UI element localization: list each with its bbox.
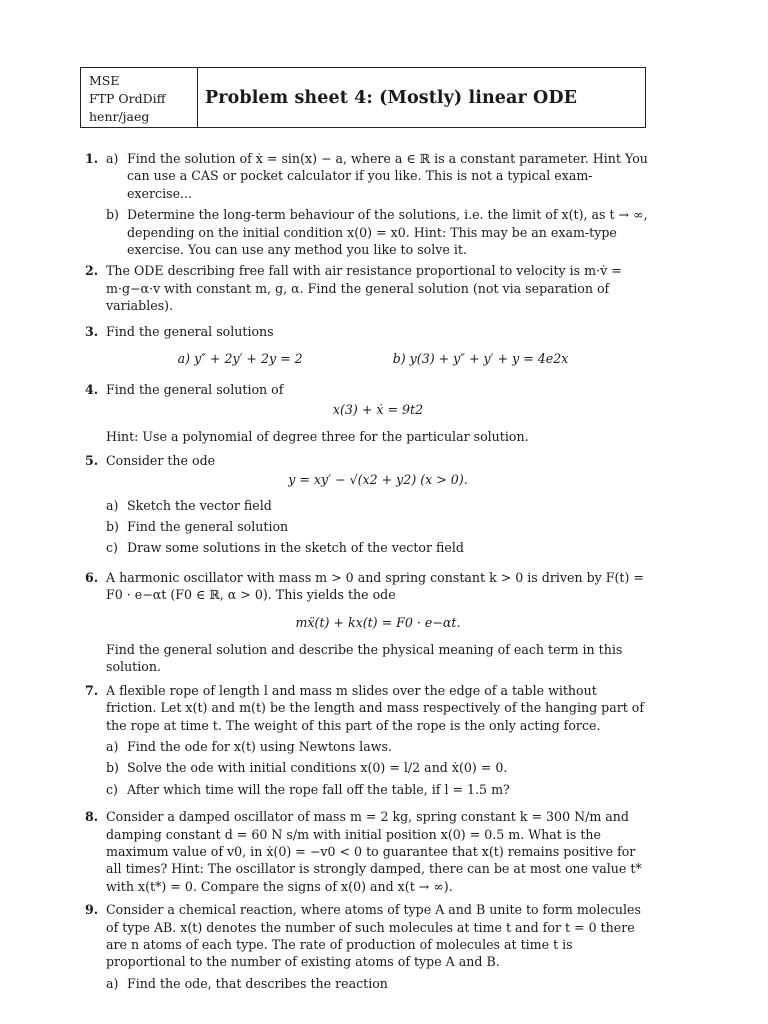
problem-part: c) Draw some solutions in the sketch of the vector field xyxy=(106,540,464,556)
problem-number: 5. xyxy=(85,452,99,468)
hint-text: Hint: Use a polynomial of degree three for the particular solution. xyxy=(106,429,529,445)
problem-part: a) Find the solution of ẋ = sin(x) − a, where a ∈ ℝ is a constant parameter. Hint You can use a CAS or pocket calculator if you like. This is not a typical exam-exercise... xyxy=(106,151,648,201)
problem-part: b) Determine the long-term behaviour of the solutions, i.e. the limit of x(t), as t → ∞, depending on the initial condition x(0) = x0. Hint: This may be an exam-type exercise. You can use any method you like to solve it. xyxy=(106,207,648,258)
course-line: FTP OrdDiff xyxy=(89,91,166,106)
problem-text: A harmonic oscillator with mass m > 0 and spring constant k > 0 is driven by F(t) = F0 · e−αt (F0 ∈ ℝ, α > 0). This yields the ode xyxy=(106,569,644,603)
problem-text: Consider a damped oscillator of mass m = 2 kg, spring constant k = 300 N/m and damping constant d = 60 N s/m with initial position x(0) = 0.5 m. What is the maximum value of v0, in ẋ(0) = −v0 < 0 to guarantee that x(t) remains positive for all times? Hint: The oscillator is strongly damped, there can be at most one value t* with x(t*) = 0. Compare the signs of x(0) and x(t → ∞). xyxy=(106,809,642,894)
problem-number: 9. xyxy=(85,902,99,918)
problem-3 xyxy=(85,323,650,368)
problem-number: 7. xyxy=(85,682,99,698)
equation: y = xy′ − √(x2 + y2) (x > 0). xyxy=(288,472,468,488)
header-box xyxy=(80,67,646,128)
equation: x(3) + ẋ = 9t2 xyxy=(332,401,424,417)
problem-part: a) Sketch the vector field xyxy=(106,497,272,513)
problem-text: Consider the ode xyxy=(106,452,216,468)
problem-number: 4. xyxy=(85,382,99,398)
equation: b) y(3) + y″ + y′ + y = 4e2x xyxy=(392,351,569,367)
problem-7 xyxy=(85,682,650,798)
problem-number: 6. xyxy=(85,569,99,585)
equation: mẍ(t) + kx(t) = F0 · e−αt. xyxy=(295,614,461,630)
problem-text: Determine the long-term behaviour of the solutions, i.e. the limit of x(t), as t → ∞, depending on the initial condition x(0) = x0. Hint: This may be an exam-type exercise. You can use any method you like to solve it. xyxy=(127,207,648,258)
problem-4 xyxy=(85,381,650,445)
problem-list xyxy=(85,150,650,992)
problem-part: b) Find the general solution xyxy=(106,518,289,534)
problem-part: b) Solve the ode with initial conditions x(0) = l/2 and ẋ(0) = 0. xyxy=(106,760,508,776)
problem-part: c) After which time will the rope fall off the table, if l = 1.5 m? xyxy=(106,781,510,797)
problem-9 xyxy=(85,901,650,992)
problem-text: Find the general solution of xyxy=(106,382,284,398)
problem-2 xyxy=(85,262,650,314)
problem-text: Find the solution of ẋ = sin(x) − a, where a ∈ ℝ is a constant parameter. Hint You can use a CAS or pocket calculator if you like. This is not a typical exam-exercise... xyxy=(127,151,648,201)
problem-text: A flexible rope of length l and mass m slides over the edge of a table without friction. Let x(t) and m(t) be the length and mass respectively of the hanging part of the rope at time t. The weight of this part of the rope is the only acting force. xyxy=(106,682,645,733)
equation: a) y″ + 2y′ + 2y = 2 xyxy=(177,351,303,367)
problem-part: a) Find the ode, that describes the reaction xyxy=(106,975,388,991)
problem-number: 8. xyxy=(85,809,99,825)
problem-number: 3. xyxy=(85,323,99,339)
problem-part: a) Find the ode for x(t) using Newtons laws. xyxy=(106,738,392,754)
course-info xyxy=(81,68,198,127)
problem-text: Find the general solution and describe the physical meaning of each term in this solution. xyxy=(106,641,623,675)
course-line: henr/jaeg xyxy=(89,109,150,124)
problem-1 xyxy=(85,150,650,258)
problem-8 xyxy=(85,808,650,895)
problem-number: 2. xyxy=(85,263,99,279)
course-line: MSE xyxy=(89,73,120,88)
problem-text: Consider a chemical reaction, where atoms of type A and B unite to form molecules of type AB. x(t) denotes the number of such molecules at time t and for t = 0 there are n atoms of each type. The rate of production of molecules at time t is proportional to the number of existing atoms of type A and B. xyxy=(106,902,641,970)
problem-text: The ODE describing free fall with air resistance proportional to velocity is m·v̇ = m·g−α·v with constant m, g, α. Find the general solution (not via separation of variables). xyxy=(106,263,622,314)
sheet-title: Problem sheet 4: (Mostly) linear ODE xyxy=(205,87,578,108)
problem-text: Find the general solutions xyxy=(106,323,274,339)
equation-row xyxy=(106,350,650,367)
problem-6 xyxy=(85,569,650,676)
problem-number: 1. xyxy=(85,151,99,166)
problem-5 xyxy=(85,452,650,557)
